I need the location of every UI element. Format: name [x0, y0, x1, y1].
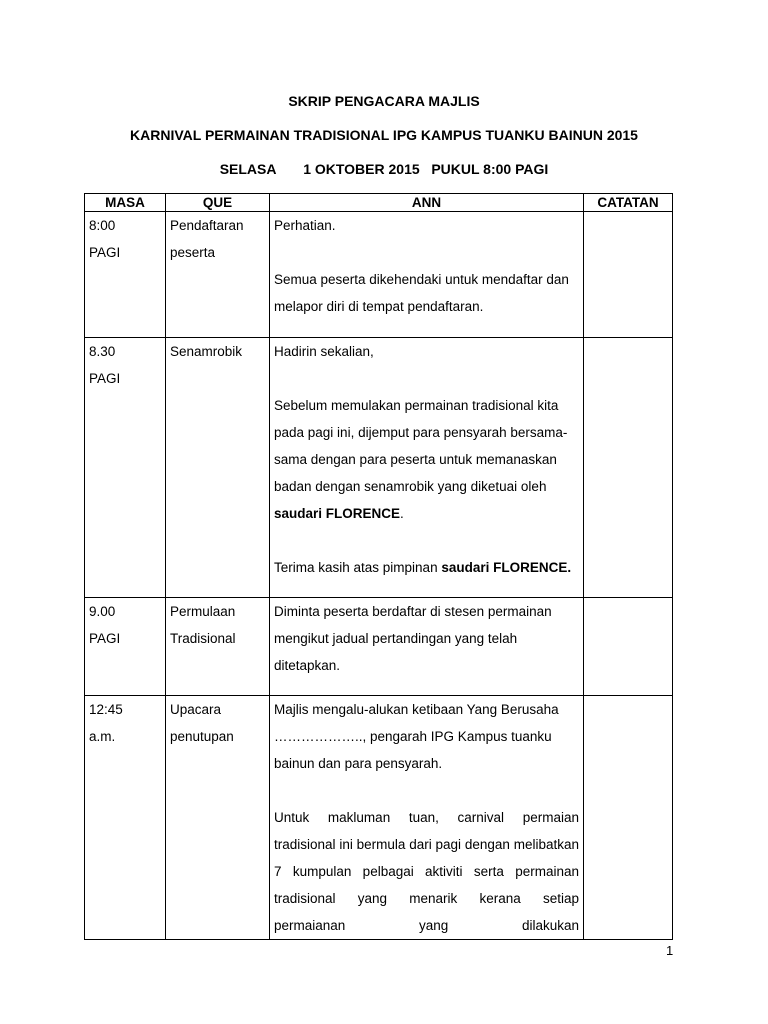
table-header-row [85, 194, 673, 212]
bold-name: saudari FLORENCE. [441, 560, 572, 575]
cell-que: Permulaan Tradisional [166, 598, 270, 696]
event-title: KARNIVAL PERMAINAN TRADISIONAL IPG KAMPUS TUANKU BAINUN 2015 [130, 127, 638, 143]
script-table [84, 193, 673, 940]
header-masa: MASA [85, 194, 166, 212]
cell-catatan [584, 598, 673, 696]
cell-ann: Diminta peserta berdaftar di stesen permainan mengikut jadual pertandingan yang telah ditetapkan. [270, 598, 584, 696]
table-row [85, 696, 673, 940]
table-row [85, 212, 673, 338]
page-number: 1 [666, 943, 674, 958]
header-ann: ANN [270, 194, 584, 212]
cell-masa: 8.30 PAGI [85, 338, 166, 598]
cell-catatan [584, 338, 673, 598]
cell-catatan [584, 212, 673, 338]
cell-masa: 12:45 a.m. [85, 696, 166, 940]
cell-ann: Hadirin sekalian, Sebelum memulakan permainan tradisional kita pada pagi ini, dijemput para pensyarah bersama-sama dengan para peserta untuk memanaskan badan dengan senamrobik yang diketuai oleh saudari FLORENCE. Terima kasih atas pimpinan saudari FLORENCE. [270, 338, 584, 598]
cell-ann: Perhatian. Semua peserta dikehendaki untuk mendaftar dan melapor diri di tempat pendaftaran. [270, 212, 584, 338]
cell-catatan [584, 696, 673, 940]
bold-name: saudari FLORENCE [274, 506, 401, 521]
document-title: SKRIP PENGACARA MAJLIS [288, 93, 480, 109]
table-row [85, 598, 673, 696]
header-que: QUE [166, 194, 270, 212]
date-line: SELASA 1 OKTOBER 2015 PUKUL 8:00 PAGI [219, 161, 549, 177]
cell-que: Senamrobik [166, 338, 270, 598]
cell-que: Pendaftaran peserta [166, 212, 270, 338]
cell-ann: Majlis mengalu-alukan ketibaan Yang Berusaha ……………….., pengarah IPG Kampus tuanku bainun dan para pensyarah. Untuk makluman tuan, carnival permaian tradisional ini bermula dari pagi dengan melibatkan 7 kumpulan pelbagai aktiviti serta permainan tradisional yang menarik kerana setiap permaianan yang dilakukan [270, 696, 584, 940]
header-catatan: CATATAN [584, 194, 673, 212]
table-row [85, 338, 673, 598]
cell-masa: 8:00 PAGI [85, 212, 166, 338]
cell-que: Upacara penutupan [166, 696, 270, 940]
cell-masa: 9.00 PAGI [85, 598, 166, 696]
